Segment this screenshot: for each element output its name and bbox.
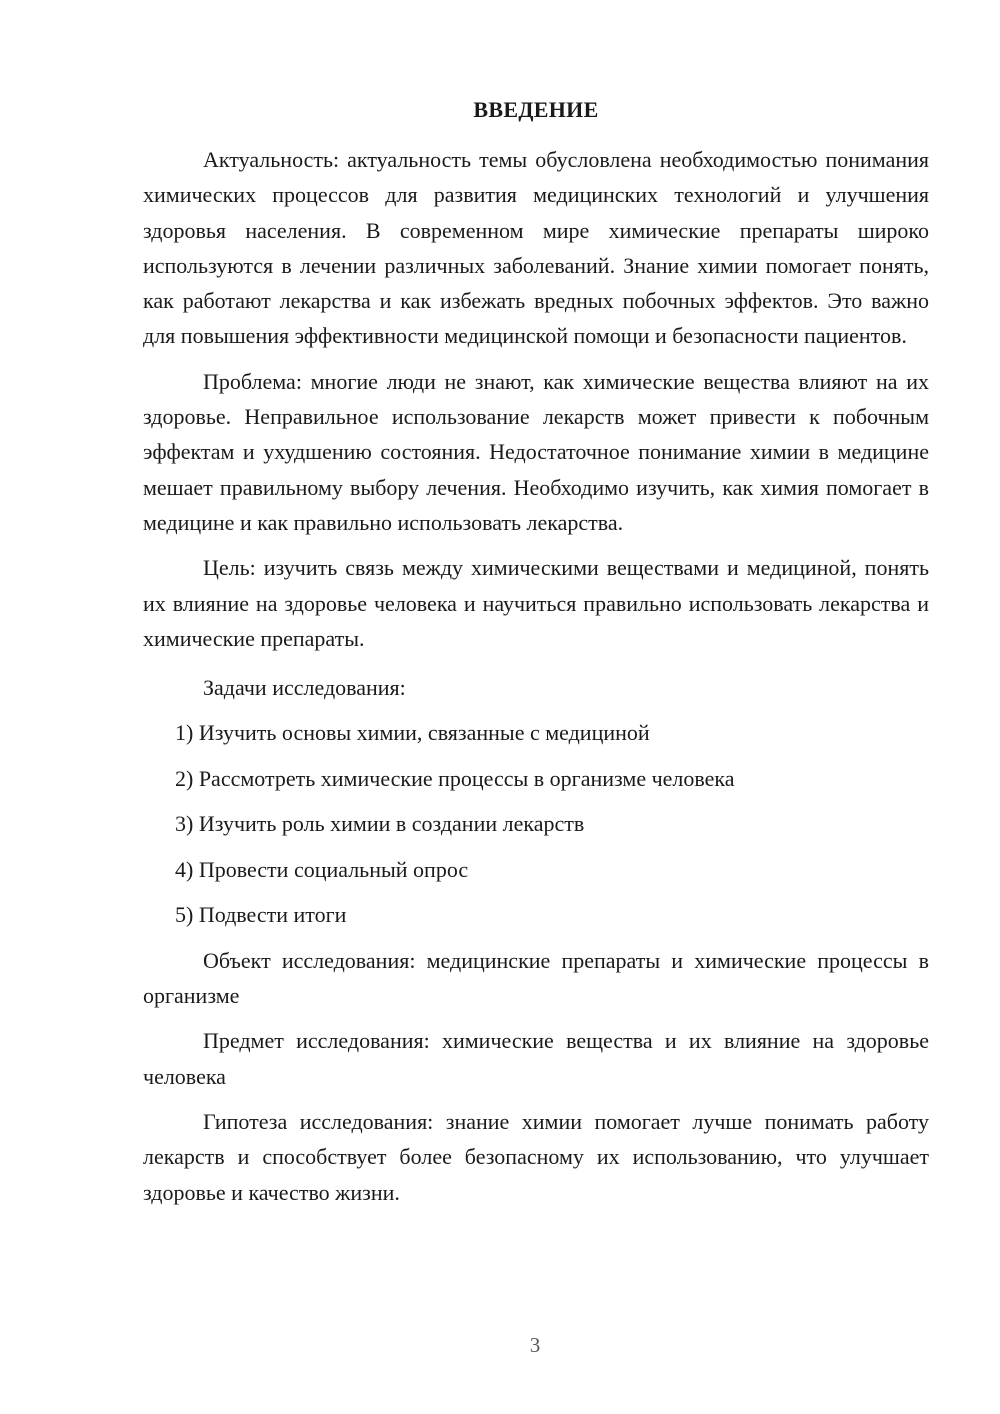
paragraph-hypothesis: Гипотеза исследования: знание химии помогает лучше понимать работу лекарств и способствует более безопасному их использованию, что улучшает здоровье и качество жизни. [143,1109,929,1205]
paragraph-problem: Проблема: многие люди не знают, как химические вещества влияют на их здоровье. Неправильное использование лекарств может привести к побочным эффектам и ухудшению состояния. Недостаточное понимание химии в медицине мешает правильному выбору лечения. Необходимо изучить, как химия помогает в медицине и как правильно использовать лекарства. [143,368,929,535]
tasks-heading: Задачи исследования: [203,675,406,701]
list-item: 1) Изучить основы химии, связанные с медициной [175,720,650,746]
paragraph-goal: Цель: изучить связь между химическими веществами и медициной, понять их влияние на здоровье человека и научиться правильно использовать лекарства и химические препараты. [143,555,929,651]
page-number: 3 [529,1333,541,1357]
list-item: 4) Провести социальный опрос [175,856,469,882]
tasks-list [143,715,929,932]
list-item: 2) Рассмотреть химические процессы в организме человека [175,765,735,791]
page-title: ВВЕДЕНИЕ [473,97,599,122]
list-item: 3) Изучить роль химии в создании лекарств [175,811,585,837]
page-content [143,90,929,1210]
paragraph-subject: Предмет исследования: химические вещества и их влияние на здоровье человека [143,1028,929,1089]
paragraph-actuality: Актуальность: актуальность темы обусловлена необходимостью понимания химических процессов для развития медицинских технологий и улучшения здоровья населения. В современном мире химические препараты широко используются в лечении различных заболеваний. Знание химии помогает понять, как работают лекарства и как избежать вредных побочных эффектов. Это важно для повышения эффективности медицинской помощи и безопасности пациентов. [143,147,929,349]
paragraph-object: Объект исследования: медицинские препараты и химические процессы в организме [143,947,929,1009]
list-item: 5) Подвести итоги [175,902,347,928]
